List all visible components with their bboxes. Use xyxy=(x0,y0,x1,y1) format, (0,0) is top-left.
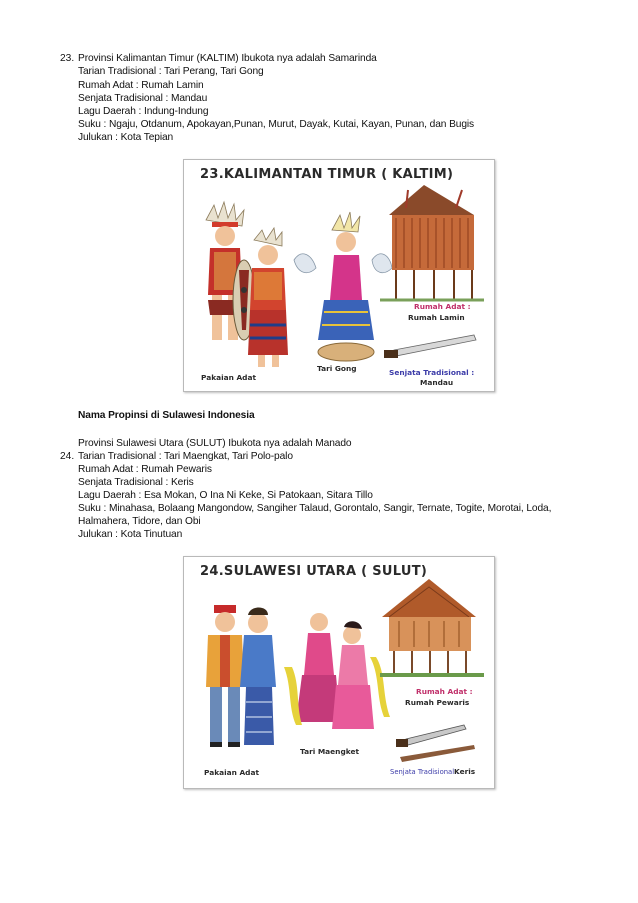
senjata-tradisional-label: Senjata Tradisional : xyxy=(389,368,475,377)
figure-title: 24.SULAWESI UTARA ( SULUT) xyxy=(200,564,428,579)
tribe-line: Suku : Minahasa, Bolaang Mangondow, Sangiher Talaud, Gorontalo, Sangir, Ternate, Togite, Morotai, Loda, xyxy=(78,503,552,514)
item-number: 24. xyxy=(60,451,75,462)
mandau-figure xyxy=(384,335,476,358)
maengket-dancers-figure xyxy=(284,613,390,729)
kaltim-artwork xyxy=(184,160,494,391)
keris-label: Keris xyxy=(454,767,476,776)
rumah-lamin-figure xyxy=(380,185,484,300)
tari-maengket-label: Tari Maengket xyxy=(300,747,359,756)
pakaian-adat-label: Pakaian Adat xyxy=(204,768,259,777)
kaltim-illustration xyxy=(183,159,495,392)
tribe-line: Suku : Ngaju, Otdanum, Apokayan,Punan, Murut, Dayak, Kutai, Kayan, Punan, dan Bugis xyxy=(78,119,475,130)
sulut-illustration xyxy=(183,556,495,789)
tari-gong-label: Tari Gong xyxy=(317,364,357,373)
item-number: 23. xyxy=(60,53,75,64)
weapon-line: Senjata Tradisional : Keris xyxy=(78,477,194,488)
house-line: Rumah Adat : Rumah Lamin xyxy=(78,80,204,91)
song-line: Lagu Daerah : Esa Mokan, O Ina Ni Keke, Si Patokaan, Sitara Tillo xyxy=(78,490,373,501)
pakaian-adat-label: Pakaian Adat xyxy=(201,373,256,382)
song-line: Lagu Daerah : Indung-Indung xyxy=(78,106,209,117)
rumah-lamin-label: Rumah Lamin xyxy=(408,313,465,322)
dance-line: Tarian Tradisional : Tari Maengkat, Tari Polo-palo xyxy=(78,451,293,462)
weapon-line: Senjata Tradisional : Mandau xyxy=(78,93,208,104)
dayak-woman-figure xyxy=(248,228,288,367)
nickname-line: Julukan : Kota Tepian xyxy=(78,132,174,143)
section-heading: Nama Propinsi di Sulawesi Indonesia xyxy=(78,410,255,421)
tribe-line-continued: Halmahera, Tidore, dan Obi xyxy=(78,516,201,527)
nickname-line: Julukan : Kota Tinutuan xyxy=(78,529,183,540)
rumah-pewaris-label: Rumah Pewaris xyxy=(405,698,470,707)
rumah-pewaris-figure xyxy=(380,579,484,675)
keris-figure xyxy=(396,725,475,762)
gong-dancer-figure xyxy=(294,212,392,361)
province-line: Provinsi Kalimantan Timur (KALTIM) Ibukota nya adalah Samarinda xyxy=(78,53,377,64)
rumah-adat-label: Rumah Adat : xyxy=(414,302,471,311)
dance-line: Tarian Tradisional : Tari Perang, Tari Gong xyxy=(78,66,264,77)
mandau-label: Mandau xyxy=(420,378,454,387)
minahasa-woman-figure xyxy=(240,608,276,746)
figure-title: 23.KALIMANTAN TIMUR ( KALTIM) xyxy=(200,167,454,182)
minahasa-man-figure xyxy=(206,605,244,747)
rumah-adat-label: Rumah Adat : xyxy=(416,687,473,696)
house-line: Rumah Adat : Rumah Pewaris xyxy=(78,464,212,475)
senjata-tradisional-label: Senjata Tradisional : xyxy=(390,768,459,776)
province-line: Provinsi Sulawesi Utara (SULUT) Ibukota nya adalah Manado xyxy=(78,438,352,449)
